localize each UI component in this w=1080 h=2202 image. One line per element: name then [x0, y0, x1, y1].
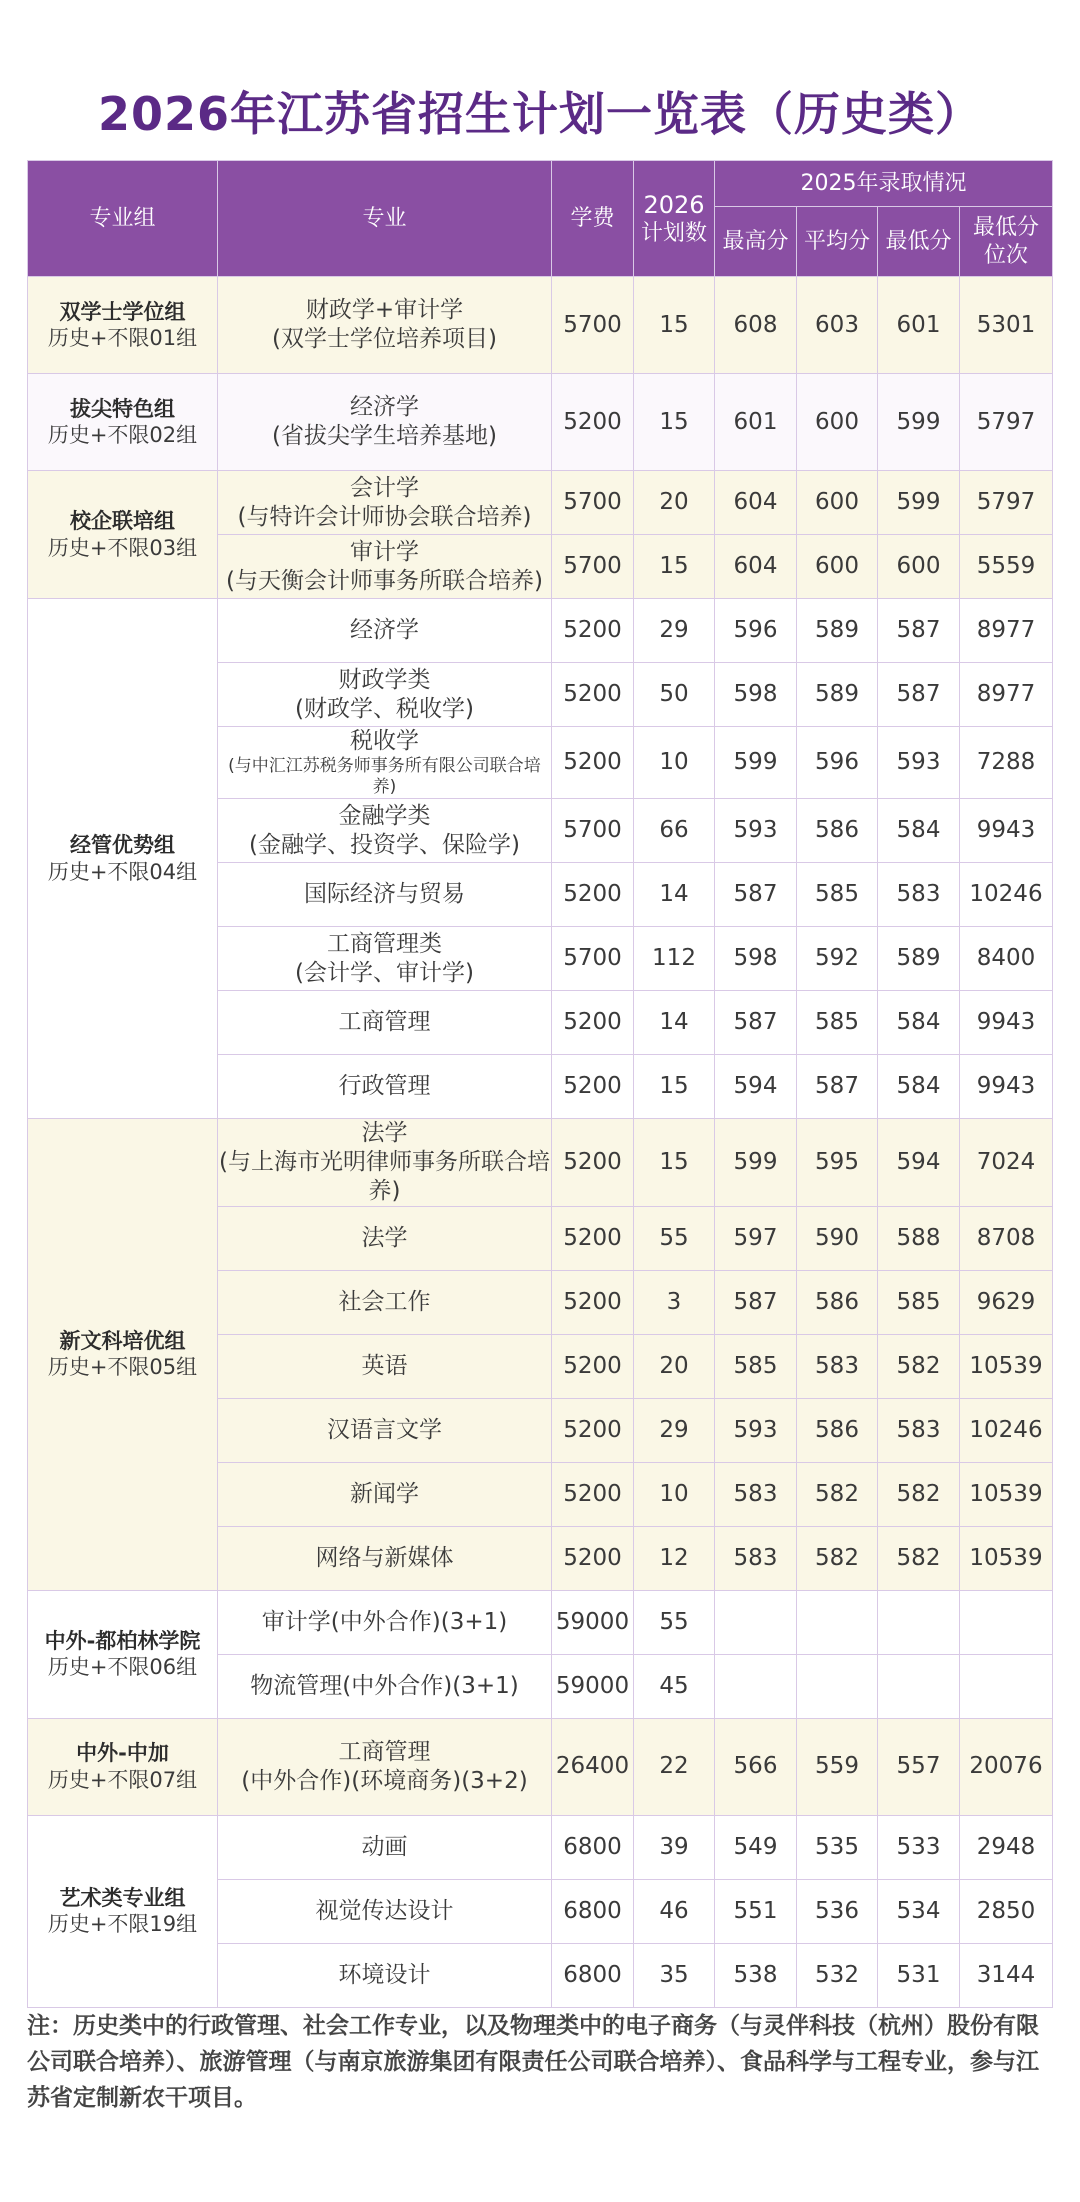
avg-cell: 600 — [797, 535, 878, 599]
avg-cell: 596 — [797, 727, 878, 799]
avg-cell: 603 — [797, 277, 878, 374]
rank-cell: 8977 — [960, 599, 1053, 663]
major-name: 财政学类 — [338, 666, 431, 693]
fee-cell: 59000 — [552, 1590, 634, 1654]
rank-cell — [960, 1654, 1053, 1718]
major-name: 税收学 — [350, 728, 419, 754]
table-body — [28, 277, 1053, 2008]
rank-cell: 5797 — [960, 374, 1053, 471]
table-row — [28, 277, 1053, 374]
major-cell — [218, 1462, 552, 1526]
avg-cell: 589 — [797, 663, 878, 727]
major-name: 国际经济与贸易 — [304, 881, 465, 908]
table-row — [28, 599, 1053, 663]
table-row — [28, 471, 1053, 535]
table-row — [28, 1119, 1053, 1206]
avg-cell: 536 — [797, 1879, 878, 1943]
header-group: 专业组 — [28, 161, 218, 277]
min-cell: 582 — [878, 1526, 960, 1590]
major-cell — [218, 1943, 552, 2007]
rank-cell: 10246 — [960, 863, 1053, 927]
major-cell — [218, 1398, 552, 1462]
fee-cell: 5200 — [552, 599, 634, 663]
avg-cell — [797, 1590, 878, 1654]
min-cell: 584 — [878, 799, 960, 863]
major-cell — [218, 1206, 552, 1270]
max-cell: 551 — [715, 1879, 797, 1943]
plan-cell: 66 — [634, 799, 715, 863]
plan-cell: 55 — [634, 1206, 715, 1270]
fee-cell: 5200 — [552, 1398, 634, 1462]
major-cell — [218, 727, 552, 799]
min-cell: 588 — [878, 1206, 960, 1270]
major-cell — [218, 1270, 552, 1334]
rank-cell: 9629 — [960, 1270, 1053, 1334]
avg-cell: 595 — [797, 1119, 878, 1206]
fee-cell: 6800 — [552, 1879, 634, 1943]
min-cell: 601 — [878, 277, 960, 374]
max-cell: 593 — [715, 799, 797, 863]
major-note: (会计学、审计学) — [295, 959, 474, 986]
plan-cell: 15 — [634, 1055, 715, 1119]
plan-cell: 3 — [634, 1270, 715, 1334]
major-name: 会计学 — [350, 474, 419, 501]
major-cell — [218, 599, 552, 663]
plan-cell: 10 — [634, 1462, 715, 1526]
min-cell: 587 — [878, 599, 960, 663]
avg-cell: 600 — [797, 374, 878, 471]
min-cell: 600 — [878, 535, 960, 599]
rank-cell: 7024 — [960, 1119, 1053, 1206]
major-cell — [218, 1055, 552, 1119]
major-name: 视觉传达设计 — [315, 1897, 454, 1924]
min-cell: 585 — [878, 1270, 960, 1334]
min-cell — [878, 1654, 960, 1718]
major-cell — [218, 1718, 552, 1815]
rank-cell: 2948 — [960, 1815, 1053, 1879]
max-cell — [715, 1590, 797, 1654]
header-avg: 平均分 — [797, 207, 878, 277]
group-cell — [28, 277, 218, 374]
fee-cell: 5700 — [552, 927, 634, 991]
plan-cell: 15 — [634, 1119, 715, 1206]
header-min: 最低分 — [878, 207, 960, 277]
avg-cell: 585 — [797, 991, 878, 1055]
avg-cell: 586 — [797, 799, 878, 863]
fee-cell: 5200 — [552, 727, 634, 799]
rank-cell: 20076 — [960, 1718, 1053, 1815]
group-code: 历史+不限02组 — [47, 423, 198, 447]
fee-cell: 5700 — [552, 799, 634, 863]
fee-cell: 5700 — [552, 471, 634, 535]
min-cell — [878, 1590, 960, 1654]
fee-cell: 5200 — [552, 374, 634, 471]
major-name: 社会工作 — [338, 1288, 431, 1315]
rank-cell: 9943 — [960, 991, 1053, 1055]
rank-cell: 10539 — [960, 1526, 1053, 1590]
major-name: 动画 — [361, 1833, 408, 1860]
plan-cell: 112 — [634, 927, 715, 991]
major-note: (与特许会计师协会联合培养) — [237, 503, 532, 530]
major-name: 环境设计 — [338, 1961, 431, 1988]
plan-cell: 39 — [634, 1815, 715, 1879]
major-name: 经济学 — [350, 617, 419, 644]
plan-cell: 50 — [634, 663, 715, 727]
max-cell: 599 — [715, 727, 797, 799]
min-cell: 599 — [878, 471, 960, 535]
avg-cell: 600 — [797, 471, 878, 535]
major-cell — [218, 927, 552, 991]
group-cell — [28, 471, 218, 599]
min-cell: 583 — [878, 1398, 960, 1462]
avg-cell: 532 — [797, 1943, 878, 2007]
max-cell: 587 — [715, 863, 797, 927]
fee-cell: 5200 — [552, 863, 634, 927]
max-cell: 587 — [715, 1270, 797, 1334]
fee-cell: 59000 — [552, 1654, 634, 1718]
major-name: 网络与新媒体 — [315, 1544, 454, 1571]
max-cell: 597 — [715, 1206, 797, 1270]
plan-cell: 15 — [634, 277, 715, 374]
group-name: 校企联培组 — [70, 509, 175, 534]
group-name: 双学士学位组 — [59, 299, 186, 324]
major-cell — [218, 799, 552, 863]
max-cell: 598 — [715, 927, 797, 991]
major-note: (与上海市光明律师事务所联合培养) — [219, 1149, 550, 1204]
rank-cell: 10539 — [960, 1462, 1053, 1526]
major-cell — [218, 663, 552, 727]
footnote: 注：历史类中的行政管理、社会工作专业，以及物理类中的电子商务（与灵伴科技（杭州）股份有限公司联合培养）、旅游管理（与南京旅游集团有限责任公司联合培养）、食品科学与工程专业，参与江苏省定制新农干项目。 — [27, 2013, 1039, 2111]
avg-cell: 586 — [797, 1398, 878, 1462]
fee-cell: 6800 — [552, 1815, 634, 1879]
rank-cell: 7288 — [960, 727, 1053, 799]
min-cell: 599 — [878, 374, 960, 471]
group-name: 经管优势组 — [70, 833, 175, 858]
max-cell: 566 — [715, 1718, 797, 1815]
rank-cell: 3144 — [960, 1943, 1053, 2007]
max-cell — [715, 1654, 797, 1718]
plan-cell: 29 — [634, 1398, 715, 1462]
header-fee: 学费 — [552, 161, 634, 277]
major-note: (与天衡会计师事务所联合培养) — [226, 567, 543, 594]
major-cell — [218, 1119, 552, 1206]
group-name: 拔尖特色组 — [70, 396, 175, 421]
fee-cell: 5200 — [552, 1055, 634, 1119]
group-name: 新文科培优组 — [59, 1329, 186, 1354]
rank-cell: 8977 — [960, 663, 1053, 727]
plan-cell: 46 — [634, 1879, 715, 1943]
avg-cell: 535 — [797, 1815, 878, 1879]
max-cell: 583 — [715, 1526, 797, 1590]
avg-cell: 589 — [797, 599, 878, 663]
major-note: (双学士学位培养项目) — [272, 326, 497, 352]
major-name: 英语 — [361, 1352, 408, 1379]
header-rank — [960, 207, 1053, 277]
min-cell: 557 — [878, 1718, 960, 1815]
group-cell — [28, 374, 218, 471]
min-cell: 533 — [878, 1815, 960, 1879]
group-code: 历史+不限07组 — [47, 1767, 198, 1792]
table-row — [28, 1590, 1053, 1654]
major-note: (金融学、投资学、保险学) — [249, 831, 520, 858]
group-name: 中外-都柏林学院 — [44, 1628, 201, 1653]
major-name: 法学 — [361, 1120, 408, 1147]
group-code: 历史+不限05组 — [47, 1355, 198, 1380]
major-name: 工商管理 — [338, 1738, 431, 1765]
plan-cell: 45 — [634, 1654, 715, 1718]
group-code: 历史+不限19组 — [47, 1912, 198, 1936]
max-cell: 604 — [715, 471, 797, 535]
avg-cell: 583 — [797, 1334, 878, 1398]
major-cell — [218, 1590, 552, 1654]
plan-cell: 35 — [634, 1943, 715, 2007]
fee-cell: 6800 — [552, 1943, 634, 2007]
min-cell: 583 — [878, 863, 960, 927]
fee-cell: 5200 — [552, 1270, 634, 1334]
header-plan-year: 2026 — [643, 190, 705, 219]
major-name: 审计学(中外合作)(3+1) — [261, 1608, 508, 1635]
plan-cell: 20 — [634, 1334, 715, 1398]
plan-cell: 29 — [634, 599, 715, 663]
group-code: 历史+不限06组 — [47, 1655, 198, 1679]
major-cell — [218, 1334, 552, 1398]
group-name: 艺术类专业组 — [59, 1885, 186, 1910]
avg-cell — [797, 1654, 878, 1718]
fee-cell: 5200 — [552, 1119, 634, 1206]
min-cell: 534 — [878, 1879, 960, 1943]
max-cell: 599 — [715, 1119, 797, 1206]
avg-cell: 587 — [797, 1055, 878, 1119]
major-name: 审计学 — [350, 538, 419, 565]
major-cell — [218, 277, 552, 374]
major-name: 金融学类 — [338, 803, 431, 829]
header-max: 最高分 — [715, 207, 797, 277]
group-cell — [28, 599, 218, 1119]
min-cell: 584 — [878, 1055, 960, 1119]
group-name: 中外-中加 — [76, 1741, 169, 1766]
group-cell — [28, 1119, 218, 1590]
rank-cell: 2850 — [960, 1879, 1053, 1943]
max-cell: 604 — [715, 535, 797, 599]
major-cell — [218, 991, 552, 1055]
major-name: 新闻学 — [350, 1480, 419, 1507]
min-cell: 594 — [878, 1119, 960, 1206]
group-code: 历史+不限03组 — [47, 535, 198, 560]
max-cell: 549 — [715, 1815, 797, 1879]
rank-cell — [960, 1590, 1053, 1654]
major-note: (与中汇江苏税务师事务所有限公司联合培养) — [228, 755, 541, 797]
rank-cell: 9943 — [960, 799, 1053, 863]
rank-cell: 5797 — [960, 471, 1053, 535]
plan-cell: 14 — [634, 863, 715, 927]
max-cell: 593 — [715, 1398, 797, 1462]
plan-cell: 15 — [634, 374, 715, 471]
min-cell: 531 — [878, 1943, 960, 2007]
major-cell — [218, 374, 552, 471]
table-header — [28, 161, 1053, 277]
rank-cell: 8708 — [960, 1206, 1053, 1270]
group-cell — [28, 1718, 218, 1815]
group-code: 历史+不限04组 — [47, 859, 198, 884]
table-row — [28, 1718, 1053, 1815]
fee-cell: 5200 — [552, 991, 634, 1055]
page-title: 2026年江苏省招生计划一览表（历史类） — [97, 87, 983, 141]
fee-cell: 5200 — [552, 1462, 634, 1526]
major-note: (省拔尖学生培养基地) — [272, 423, 497, 449]
plan-cell: 20 — [634, 471, 715, 535]
major-name: 工商管理 — [338, 1009, 431, 1036]
group-cell — [28, 1815, 218, 2007]
avg-cell: 586 — [797, 1270, 878, 1334]
major-cell — [218, 1654, 552, 1718]
rank-cell: 10539 — [960, 1334, 1053, 1398]
avg-cell: 582 — [797, 1526, 878, 1590]
group-code: 历史+不限01组 — [47, 326, 198, 350]
major-name: 财政学+审计学 — [305, 297, 464, 324]
min-cell: 582 — [878, 1334, 960, 1398]
max-cell: 596 — [715, 599, 797, 663]
plan-cell: 15 — [634, 535, 715, 599]
max-cell: 587 — [715, 991, 797, 1055]
header-major: 专业 — [218, 161, 552, 277]
header-plan-label: 计划数 — [640, 220, 707, 246]
major-cell — [218, 471, 552, 535]
table-row — [28, 374, 1053, 471]
min-cell: 589 — [878, 927, 960, 991]
major-name: 物流管理(中外合作)(3+1) — [250, 1672, 519, 1699]
rank-cell: 10246 — [960, 1398, 1053, 1462]
major-name: 工商管理类 — [327, 931, 442, 957]
max-cell: 585 — [715, 1334, 797, 1398]
header-rank-line1: 最低分 — [972, 215, 1039, 240]
plan-cell: 12 — [634, 1526, 715, 1590]
major-name: 经济学 — [350, 394, 419, 421]
max-cell: 608 — [715, 277, 797, 374]
major-name: 法学 — [361, 1224, 408, 1251]
major-cell — [218, 1879, 552, 1943]
rank-cell: 8400 — [960, 927, 1053, 991]
avg-cell: 585 — [797, 863, 878, 927]
plan-cell: 14 — [634, 991, 715, 1055]
header-plan — [634, 161, 715, 277]
fee-cell: 26400 — [552, 1718, 634, 1815]
min-cell: 593 — [878, 727, 960, 799]
min-cell: 584 — [878, 991, 960, 1055]
plan-cell: 10 — [634, 727, 715, 799]
fee-cell: 5700 — [552, 535, 634, 599]
max-cell: 594 — [715, 1055, 797, 1119]
min-cell: 582 — [878, 1462, 960, 1526]
major-cell — [218, 1526, 552, 1590]
rank-cell: 5559 — [960, 535, 1053, 599]
major-note: (财政学、税收学) — [295, 695, 474, 722]
avg-cell: 592 — [797, 927, 878, 991]
max-cell: 601 — [715, 374, 797, 471]
max-cell: 583 — [715, 1462, 797, 1526]
fee-cell: 5700 — [552, 277, 634, 374]
avg-cell: 582 — [797, 1462, 878, 1526]
fee-cell: 5200 — [552, 663, 634, 727]
major-note: (中外合作)(环境商务)(3+2) — [241, 1767, 528, 1794]
major-name: 行政管理 — [338, 1073, 431, 1100]
rank-cell: 5301 — [960, 277, 1053, 374]
major-cell — [218, 1815, 552, 1879]
table-row — [28, 1815, 1053, 1879]
major-cell — [218, 535, 552, 599]
header-rank-line2: 位次 — [983, 242, 1028, 268]
rank-cell: 9943 — [960, 1055, 1053, 1119]
min-cell: 587 — [878, 663, 960, 727]
header-admission-2025: 2025年录取情况 — [715, 161, 1053, 207]
plan-cell: 55 — [634, 1590, 715, 1654]
fee-cell: 5200 — [552, 1526, 634, 1590]
major-cell — [218, 863, 552, 927]
avg-cell: 590 — [797, 1206, 878, 1270]
group-cell — [28, 1590, 218, 1718]
major-name: 汉语言文学 — [327, 1416, 442, 1443]
max-cell: 598 — [715, 663, 797, 727]
max-cell: 538 — [715, 1943, 797, 2007]
avg-cell: 559 — [797, 1718, 878, 1815]
fee-cell: 5200 — [552, 1334, 634, 1398]
admission-plan-table — [27, 160, 1053, 2008]
plan-cell: 22 — [634, 1718, 715, 1815]
fee-cell: 5200 — [552, 1206, 634, 1270]
